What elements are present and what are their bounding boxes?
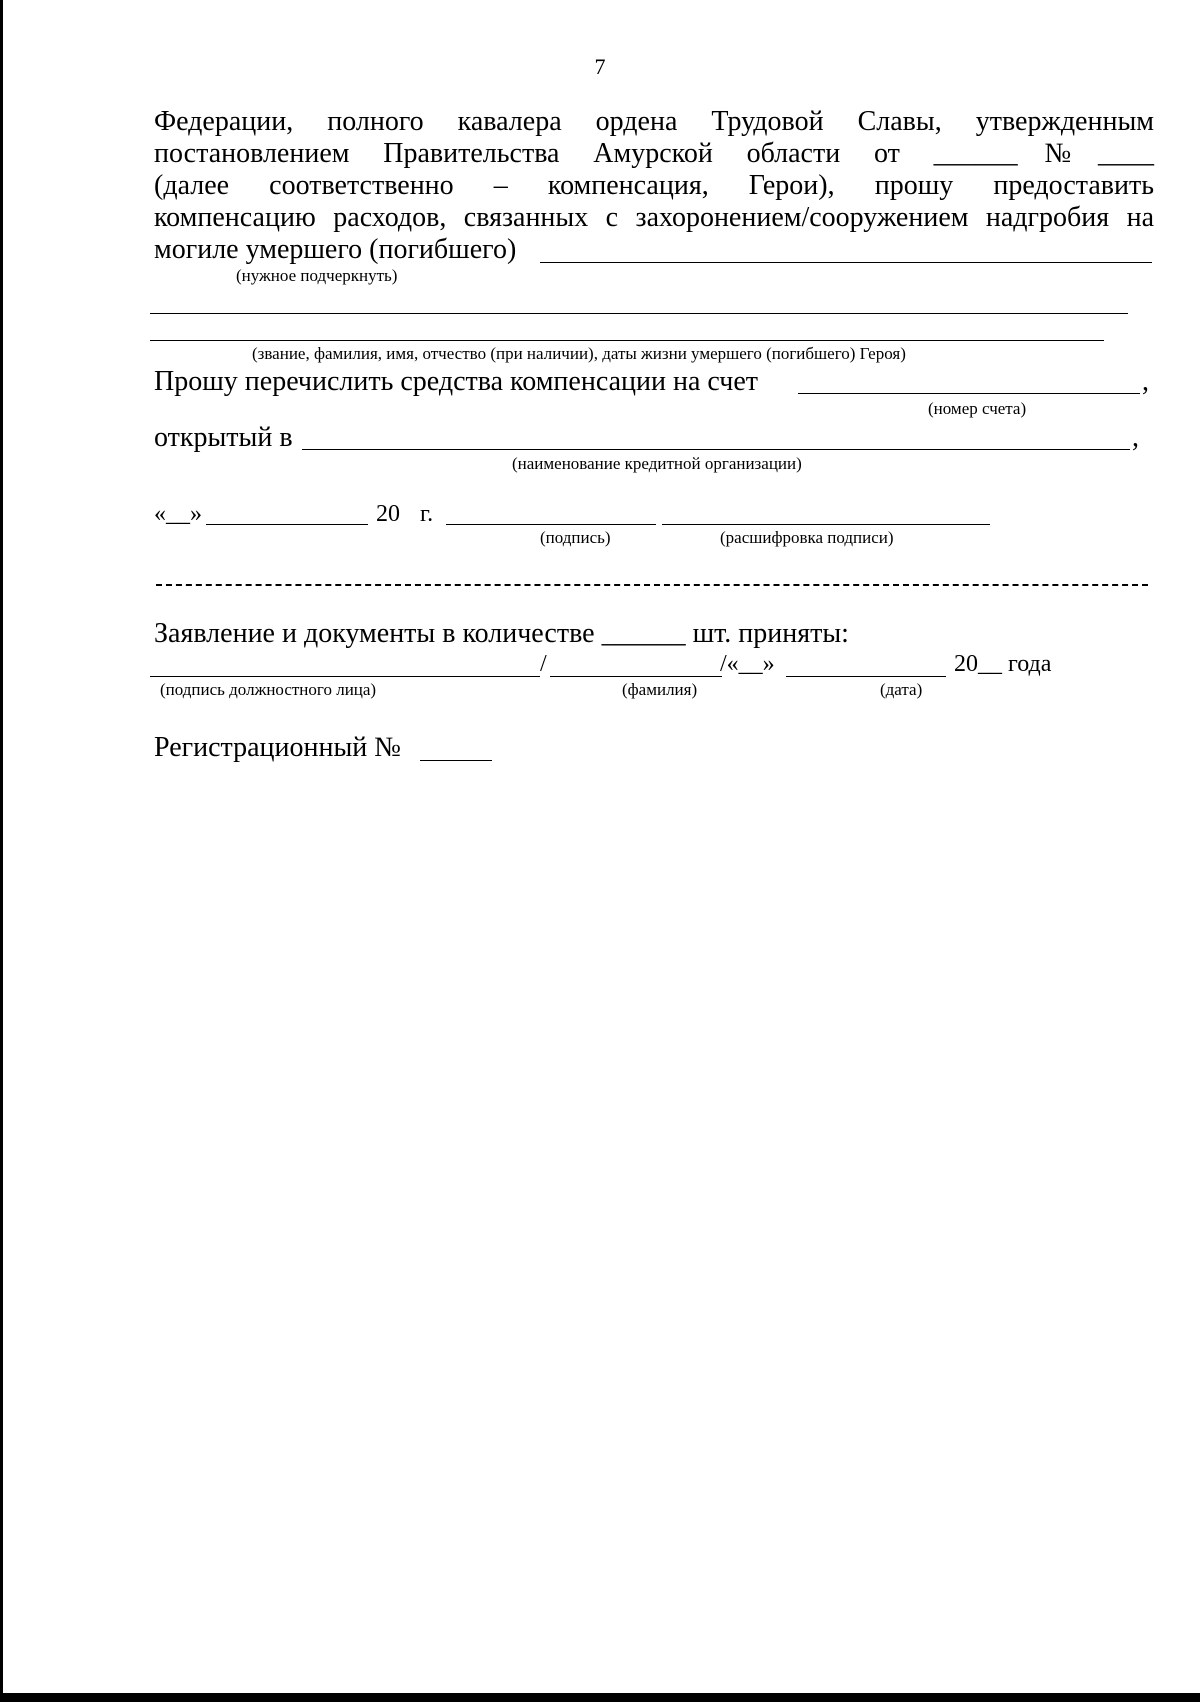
bank-name-field[interactable] — [302, 449, 1130, 450]
surname-caption: (фамилия) — [622, 680, 698, 699]
bank-caption: (наименование кредитной организации) — [512, 454, 802, 473]
hero-name-field-2[interactable] — [150, 313, 1128, 314]
opened-label: открытый в — [154, 422, 293, 453]
account-comma: , — [1142, 366, 1149, 397]
date-day: «__» — [154, 501, 202, 527]
hero-name-field-1[interactable] — [540, 262, 1152, 263]
paragraph-line-1: Федерации, полного кавалера ордена Трудовой Славы, утвержденным — [154, 106, 1154, 137]
account-number-field[interactable] — [798, 393, 1140, 394]
official-surname-field[interactable] — [550, 676, 722, 677]
hero-caption: (звание, фамилия, имя, отчество (при наличии), даты жизни умершего (погибшего) Героя) — [252, 344, 906, 363]
underline-hint: (нужное подчеркнуть) — [236, 266, 398, 285]
registration-label: Регистрационный № — [154, 732, 401, 763]
official-year: 20__ года — [954, 651, 1052, 677]
page-number: 7 — [594, 54, 606, 79]
signature-decode-caption: (расшифровка подписи) — [720, 528, 894, 547]
bank-comma: , — [1132, 422, 1139, 453]
paragraph-line-4: компенсацию расходов, связанных с захоронением/сооружением надгробия на — [154, 202, 1154, 233]
paragraph-line-2: постановлением Правительства Амурской области от ______№____ — [154, 138, 1154, 169]
signature-field[interactable] — [446, 524, 656, 525]
hero-name-field-3[interactable] — [150, 340, 1104, 341]
official-signature-caption: (подпись должностного лица) — [160, 680, 377, 699]
date-year-prefix: 20 — [376, 501, 400, 527]
grave-label: могиле умершего (погибшего) — [154, 234, 517, 265]
official-slash: / — [540, 651, 547, 677]
official-signature-field[interactable] — [150, 676, 540, 677]
signature-decode-field[interactable] — [662, 524, 990, 525]
date-year-suffix: г. — [420, 501, 434, 527]
scan-bottom-edge — [0, 1693, 1200, 1702]
date-month-field[interactable] — [206, 524, 368, 525]
date-caption: (дата) — [880, 680, 923, 699]
cut-line — [156, 584, 1148, 586]
registration-number-field[interactable] — [420, 760, 492, 761]
account-label: Прошу перечислить средства компенсации на счет — [154, 366, 758, 397]
paragraph-line-3: (далее соответственно – компенсация, Герои), прошу предоставить — [154, 170, 1154, 201]
scan-left-edge — [0, 0, 3, 1702]
accepted-text: Заявление и документы в количестве ______ шт. приняты: — [154, 618, 849, 649]
account-caption: (номер счета) — [928, 399, 1027, 418]
official-date-month-field[interactable] — [786, 676, 946, 677]
official-date-day: /«__» — [720, 651, 775, 677]
signature-caption: (подпись) — [540, 528, 611, 547]
